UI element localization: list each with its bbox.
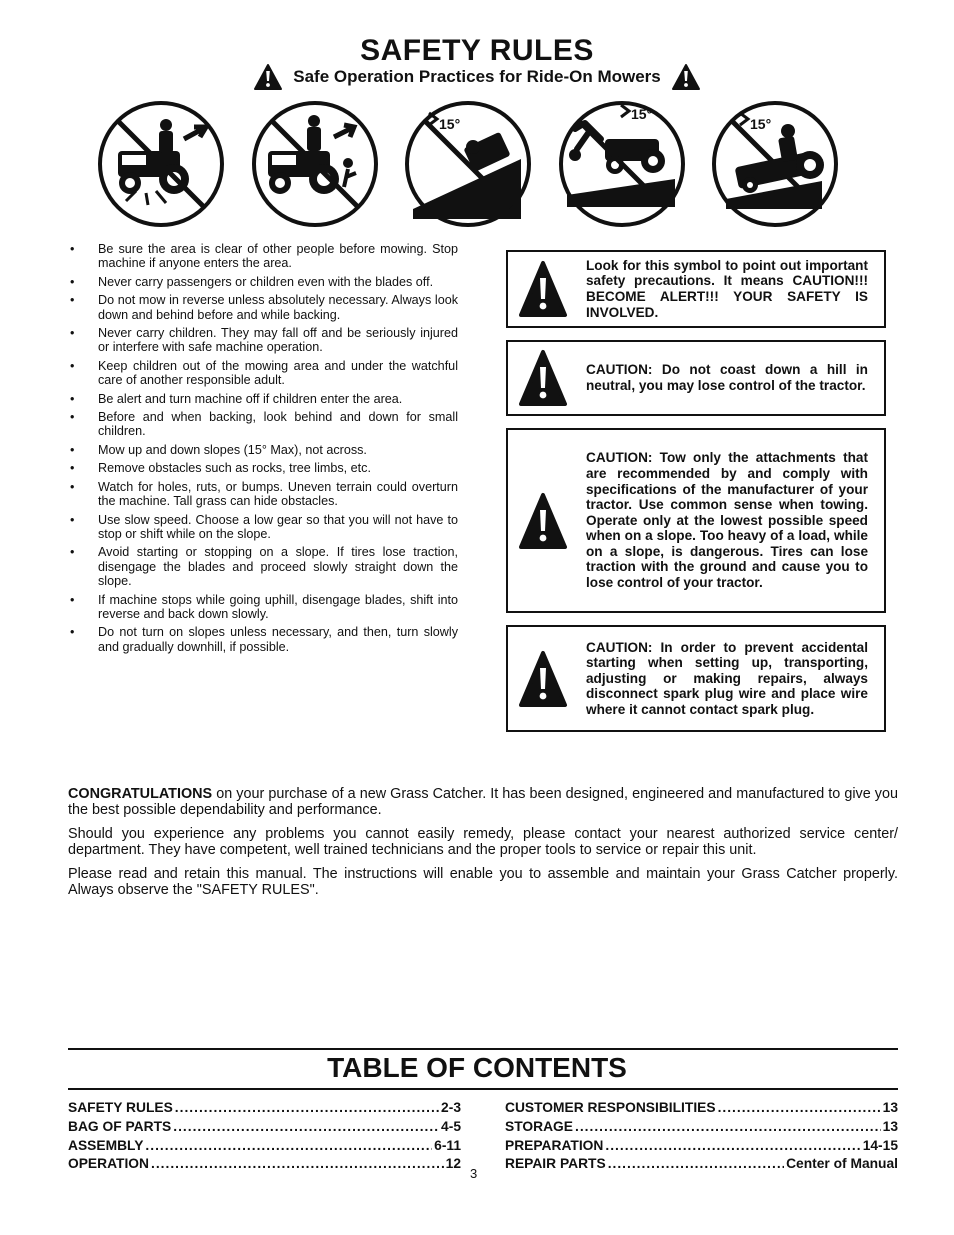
- safety-pictograms: [96, 99, 841, 234]
- caution-box-coast: [506, 340, 886, 416]
- list-item: • Before and when backing, look behind and down for small children.: [68, 410, 458, 439]
- divider: [68, 1088, 898, 1090]
- toc-entry-label: SAFETY RULES: [68, 1100, 173, 1115]
- toc-entry-page: 4-5: [441, 1118, 461, 1134]
- toc-entry-page: 2-3: [441, 1100, 461, 1115]
- subtitle-row: [0, 62, 954, 92]
- list-item: • Watch for holes, ruts, or bumps. Uneven terrain could overturn the machine. Tall grass can hide obstacles.: [68, 480, 458, 509]
- toc-entry[interactable]: [505, 1100, 898, 1119]
- warning-triangle-icon: [253, 63, 283, 91]
- svg-text:15°: 15°: [750, 116, 772, 132]
- list-item: • Use slow speed. Choose a low gear so that you will not have to stop or shift while on the slope.: [68, 513, 458, 542]
- no-mowing-across-slope-15-icon: [710, 99, 840, 229]
- toc-right-column: [505, 1100, 898, 1175]
- toc-entry-page: 13: [882, 1118, 898, 1134]
- toc-left-column: [68, 1100, 461, 1175]
- caution-box-symbol: [506, 250, 886, 328]
- toc-entry[interactable]: [505, 1156, 898, 1175]
- list-item: • Avoid starting or stopping on a slope. If tires lose traction, disengage the blades and proceed slowly straight down the slope.: [68, 545, 458, 588]
- toc-entry-page: Center of Manual: [786, 1156, 898, 1172]
- page-subtitle: Safe Operation Practices for Ride-On Mowers: [293, 67, 661, 86]
- toc-entry-page: 13: [882, 1100, 898, 1115]
- no-bystanders-near-mower-icon: [96, 99, 226, 229]
- toc-entry-label: PREPARATION: [505, 1137, 604, 1153]
- page-title: SAFETY RULES: [360, 34, 594, 67]
- congratulations-lead: CONGRATULATIONS: [68, 786, 213, 802]
- toc-entry[interactable]: [68, 1138, 461, 1157]
- intro-text: [68, 786, 898, 906]
- caution-text: CAUTION: In order to prevent accidental starting when setting up, transporting, adjusting or making repairs, always disconnect spark plug wire and place wire where it cannot contact spark plug.: [586, 639, 868, 717]
- toc-entry[interactable]: [505, 1138, 898, 1157]
- congratulations-text: on your purchase of a new Grass Catcher. It has been designed, engineered and manufactured to give you the best possible dependability and performance.: [68, 786, 898, 818]
- no-steep-slope-15-icon: [403, 99, 533, 229]
- no-passengers-icon: [250, 99, 380, 229]
- service-paragraph: Should you experience any problems you cannot easily remedy, please contact your nearest authorized service center/ department. They have competent, well trained technicians and the proper tools to service or repair this unit.: [68, 826, 898, 858]
- toc-entry-label: REPAIR PARTS: [505, 1156, 606, 1172]
- toc-entry[interactable]: [68, 1156, 461, 1175]
- toc-entry[interactable]: [68, 1119, 461, 1138]
- toc-entry-label: STORAGE: [505, 1118, 573, 1134]
- toc-entry-label: ASSEMBLY: [68, 1137, 144, 1153]
- page-number: 3: [470, 1166, 478, 1181]
- warning-triangle-icon: [518, 349, 568, 407]
- caution-box-spark-plug: [506, 625, 886, 732]
- list-item: • Never carry passengers or children even with the blades off.: [68, 275, 458, 289]
- toc-entry-page: 12: [445, 1156, 461, 1172]
- list-item: • Never carry children. They may fall off and be seriously injured or interfere with safe machine operation.: [68, 326, 458, 355]
- list-item: • Keep children out of the mowing area and under the watchful care of another responsible adult.: [68, 359, 458, 388]
- divider: [68, 1048, 898, 1050]
- list-item: • Remove obstacles such as rocks, tree limbs, etc.: [68, 461, 458, 475]
- list-item: • Do not mow in reverse unless absolutely necessary. Always look down and behind before and while backing.: [68, 293, 458, 322]
- congratulations-paragraph: [68, 786, 898, 818]
- toc-title: TABLE OF CONTENTS: [327, 1052, 627, 1083]
- caution-text: Look for this symbol to point out important safety precautions. It means CAUTION!!! BECOME ALERT!!! YOUR SAFETY IS INVOLVED.: [586, 257, 868, 320]
- toc-entry-page: 6-11: [434, 1137, 461, 1153]
- list-item: • Mow up and down slopes (15° Max), not across.: [68, 443, 458, 457]
- list-item: • Do not turn on slopes unless necessary, and then, turn slowly and gradually downhill, if possible.: [68, 625, 458, 654]
- caution-text: CAUTION: Tow only the attachments that are recommended by and comply with specifications of the manufacturer of your tractor. Use common sense when towing. Operate only at the lowest possible speed when on a slope. Too heavy of a load, while on a slope, is dangerous. Tires can lose traction with the ground and cause you to lose control of your tractor.: [586, 450, 868, 591]
- caution-text: CAUTION: Do not coast down a hill in neutral, you may lose control of the tractor.: [586, 362, 868, 393]
- toc-entry-label: BAG OF PARTS: [68, 1118, 172, 1134]
- list-item: • If machine stops while going uphill, disengage blades, shift into reverse and back down slowly.: [68, 593, 458, 622]
- list-item: • Be sure the area is clear of other people before mowing. Stop machine if anyone enters the area.: [68, 242, 458, 271]
- toc-entry-label: OPERATION: [68, 1156, 149, 1172]
- toc-entry-page: 14-15: [862, 1137, 898, 1153]
- svg-text:15°: 15°: [631, 106, 653, 122]
- warning-triangle-icon: [518, 492, 568, 550]
- no-tipping-on-slope-15-icon: [557, 99, 687, 229]
- toc-entry[interactable]: [68, 1100, 461, 1119]
- warning-triangle-icon: [518, 260, 568, 318]
- safety-bullet-list: [68, 242, 458, 658]
- toc-entry-label: CUSTOMER RESPONSIBILITIES: [505, 1100, 716, 1115]
- list-item: • Be alert and turn machine off if children enter the area.: [68, 392, 458, 406]
- toc-entry[interactable]: [505, 1119, 898, 1138]
- warning-triangle-icon: [671, 63, 701, 91]
- warning-triangle-icon: [518, 650, 568, 708]
- svg-text:15°: 15°: [439, 116, 461, 132]
- retain-manual-paragraph: Please read and retain this manual. The instructions will enable you to assemble and maintain your Grass Catcher properly. Always observe the "SAFETY RULES".: [68, 866, 898, 898]
- caution-box-towing: [506, 428, 886, 613]
